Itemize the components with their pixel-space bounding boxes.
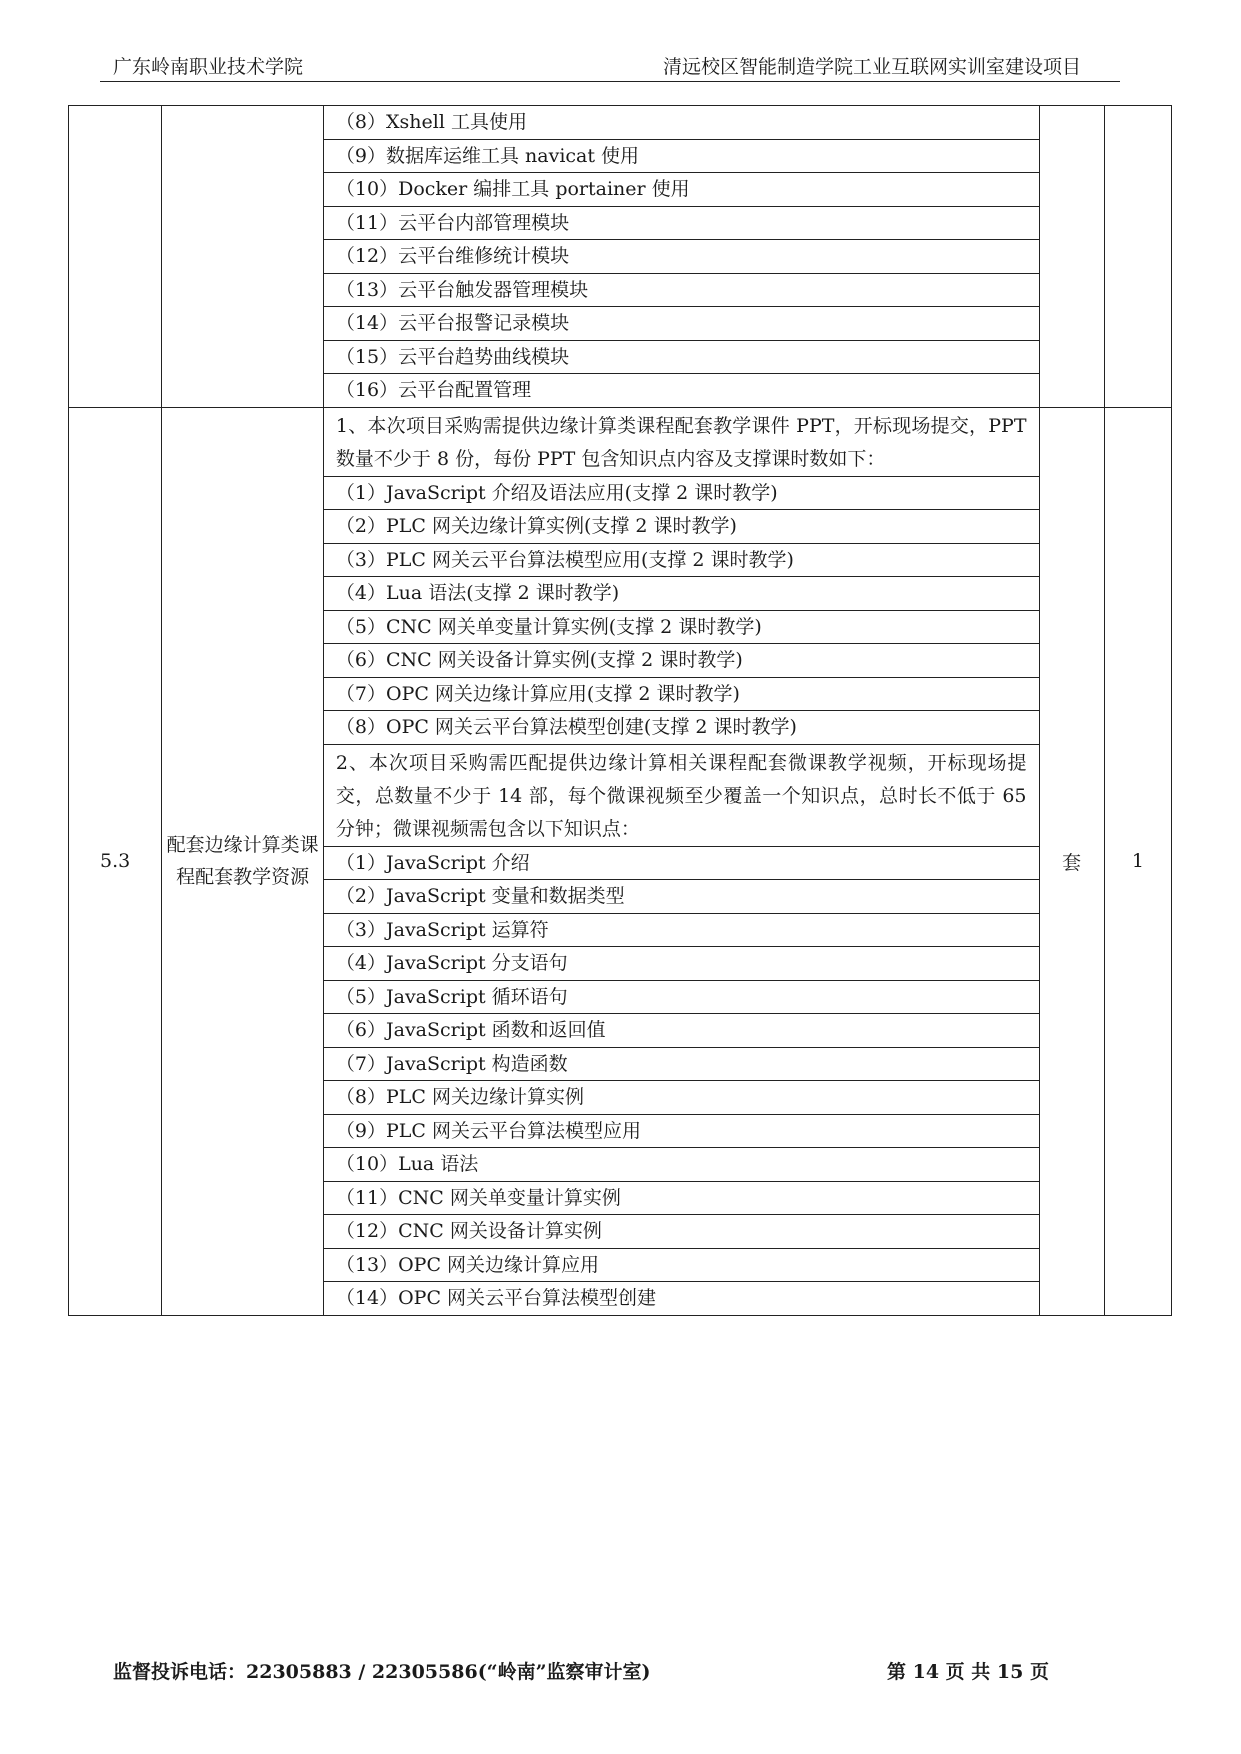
list-item: （5）CNC 网关单变量计算实例(支撑 2 课时教学) bbox=[324, 611, 1039, 645]
list-item: （9）PLC 网关云平台算法模型应用 bbox=[324, 1115, 1039, 1149]
list-item: （9）数据库运维工具 navicat 使用 bbox=[324, 140, 1039, 174]
list-item: （4）Lua 语法(支撑 2 课时教学) bbox=[324, 577, 1039, 611]
footer-page-number: 第 14 页 共 15 页 bbox=[887, 1661, 1049, 1683]
list-item: （13）云平台触发器管理模块 bbox=[324, 274, 1039, 308]
row1-unit bbox=[1039, 106, 1104, 408]
list-item: （14）OPC 网关云平台算法模型创建 bbox=[335, 1287, 657, 1309]
row1-qty bbox=[1104, 106, 1171, 408]
list-item: （3）PLC 网关云平台算法模型应用(支撑 2 课时教学) bbox=[324, 544, 1039, 578]
list-item: （4）JavaScript 分支语句 bbox=[324, 947, 1039, 981]
list-item: （1）JavaScript 介绍 bbox=[324, 847, 1039, 881]
header-left: 广东岭南职业技术学院 bbox=[113, 56, 304, 78]
list-item: （1）JavaScript 介绍及语法应用(支撑 2 课时教学) bbox=[324, 477, 1039, 511]
list-item: （12）云平台维修统计模块 bbox=[324, 240, 1039, 274]
list-item: （7）JavaScript 构造函数 bbox=[324, 1048, 1039, 1082]
list-item: （8）OPC 网关云平台算法模型创建(支撑 2 课时教学) bbox=[324, 711, 1039, 745]
list-item: （6）JavaScript 函数和返回值 bbox=[324, 1014, 1039, 1048]
list-item: （10）Lua 语法 bbox=[324, 1148, 1039, 1182]
footer-complaint-phone: 监督投诉电话：22305883 / 22305586(“岭南”监察审计室) bbox=[113, 1661, 651, 1683]
row1-desc bbox=[323, 106, 1039, 408]
row2-desc bbox=[323, 407, 1039, 1315]
list-item: （8）Xshell 工具使用 bbox=[324, 106, 1039, 140]
list-item: （12）CNC 网关设备计算实例 bbox=[324, 1215, 1039, 1249]
row1-name bbox=[162, 106, 324, 408]
row2-name: 配套边缘计算类课程配套教学资源 bbox=[162, 407, 324, 1315]
list-item: （10）Docker 编排工具 portainer 使用 bbox=[324, 173, 1039, 207]
ppt-requirement: 1、本次项目采购需提供边缘计算类课程配套教学课件 PPT，开标现场提交，PPT 数量不少于 8 份，每份 PPT 包含知识点内容及支撑课时数如下： bbox=[324, 408, 1039, 477]
spec-table bbox=[68, 105, 1172, 1316]
list-item: （16）云平台配置管理 bbox=[335, 379, 532, 401]
list-item: （11）CNC 网关单变量计算实例 bbox=[324, 1182, 1039, 1216]
list-item: （2）PLC 网关边缘计算实例(支撑 2 课时教学) bbox=[324, 510, 1039, 544]
row2-qty: 1 bbox=[1104, 407, 1171, 1315]
list-item: （5）JavaScript 循环语句 bbox=[324, 981, 1039, 1015]
row1-no bbox=[69, 106, 162, 408]
list-item: （8）PLC 网关边缘计算实例 bbox=[324, 1081, 1039, 1115]
list-item: （3）JavaScript 运算符 bbox=[324, 914, 1039, 948]
list-item: （2）JavaScript 变量和数据类型 bbox=[324, 880, 1039, 914]
row2-unit: 套 bbox=[1039, 407, 1104, 1315]
table-row bbox=[69, 407, 1172, 1315]
header-rule bbox=[100, 81, 1120, 82]
list-item: （6）CNC 网关设备计算实例(支撑 2 课时教学) bbox=[324, 644, 1039, 678]
video-requirement: 2、本次项目采购需匹配提供边缘计算相关课程配套微课教学视频，开标现场提交，总数量不少于 14 部，每个微课视频至少覆盖一个知识点，总时长不低于 65 分钟；微课视频需包含以下知识点： bbox=[324, 745, 1039, 847]
list-item: （14）云平台报警记录模块 bbox=[324, 307, 1039, 341]
list-item: （7）OPC 网关边缘计算应用(支撑 2 课时教学) bbox=[324, 678, 1039, 712]
list-item: （11）云平台内部管理模块 bbox=[324, 207, 1039, 241]
table-row bbox=[69, 106, 1172, 408]
list-item: （13）OPC 网关边缘计算应用 bbox=[324, 1249, 1039, 1283]
list-item: （15）云平台趋势曲线模块 bbox=[324, 341, 1039, 375]
header-right: 清远校区智能制造学院工业互联网实训室建设项目 bbox=[662, 56, 1081, 78]
row2-no: 5.3 bbox=[69, 407, 162, 1315]
